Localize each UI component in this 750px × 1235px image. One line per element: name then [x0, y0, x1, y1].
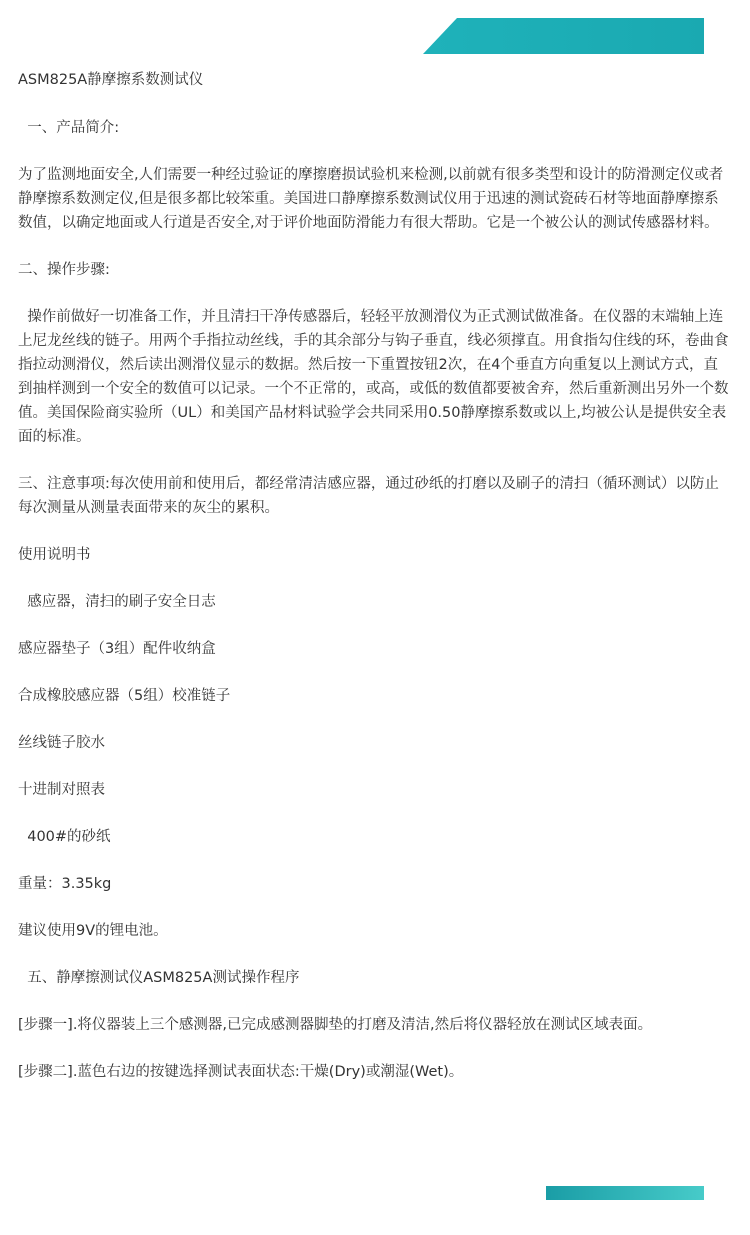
list-item: 感应器垫子（3组）配件收纳盒	[18, 641, 216, 657]
manual-heading: 使用说明书	[18, 547, 91, 563]
list-item: 合成橡胶感应器（5组）校准链子	[18, 688, 231, 704]
list-item: 感应器，清扫的刷子安全日志	[18, 594, 216, 610]
step-one: [步骤一].将仪器装上三个感测器,已完成感测器脚垫的打磨及清洁,然后将仪器轻放在测试区域表面。	[18, 1017, 653, 1033]
product-title: ASM825A静摩擦系数测试仪	[18, 72, 204, 88]
bottom-decorative-bar	[546, 1186, 704, 1200]
article-body	[18, 68, 732, 1084]
step-two: [步骤二].蓝色右边的按键选择测试表面状态:干燥(Dry)或潮湿(Wet)。	[18, 1064, 464, 1080]
procedure-heading: 五、静摩擦测试仪ASM825A测试操作程序	[18, 970, 300, 986]
battery-line: 建议使用9V的锂电池。	[18, 923, 168, 939]
weight-line: 重量：3.35kg	[18, 876, 112, 892]
list-item: 400#的砂纸	[18, 829, 111, 845]
section-heading-intro: 一、产品简介:	[18, 120, 120, 136]
list-item: 十进制对照表	[18, 782, 105, 798]
list-item: 丝线链子胶水	[18, 735, 105, 751]
notes-paragraph: 三、注意事项:每次使用前和使用后，都经常清洁感应器，通过砂纸的打磨以及刷子的清扫（循环测试）以防止每次测量从测量表面带来的灰尘的累积。	[18, 476, 719, 516]
intro-paragraph: 为了监测地面安全,人们需要一种经过验证的摩擦磨损试验机来检测,以前就有很多类型和设计的防滑测定仪或者静摩擦系数测定仪,但是很多都比较笨重。美国进口静摩擦系数测试仪用于迅速的测试瓷砖石材等地面静摩擦系数值，以确定地面或人行道是否安全,对于评价地面防滑能力有很大帮助。它是一个被公认的测试传感器材料。	[18, 167, 724, 231]
top-decorative-banner	[423, 18, 704, 54]
steps-paragraph: 操作前做好一切准备工作，并且清扫干净传感器后，轻轻平放测滑仪为正式测试做准备。在仪器的末端轴上连上尼龙丝线的链子。用两个手指拉动丝线，手的其余部分与钩子垂直，线必须撑直。用食指勾住线的环，卷曲食指拉动测滑仪，然后读出测滑仪显示的数据。然后按一下重置按钮2次，在4个垂直方向重复以上测试方式，直到抽样测到一个安全的数值可以记录。一个不正常的，或高，或低的数值都要被舍弃，然后重新测出另外一个数值。美国保险商实验所（UL）和美国产品材料试验学会共同采用0.50静摩擦系数或以上,均被公认是提供安全表面的标准。	[18, 309, 729, 445]
section-heading-steps: 二、操作步骤:	[18, 262, 110, 278]
